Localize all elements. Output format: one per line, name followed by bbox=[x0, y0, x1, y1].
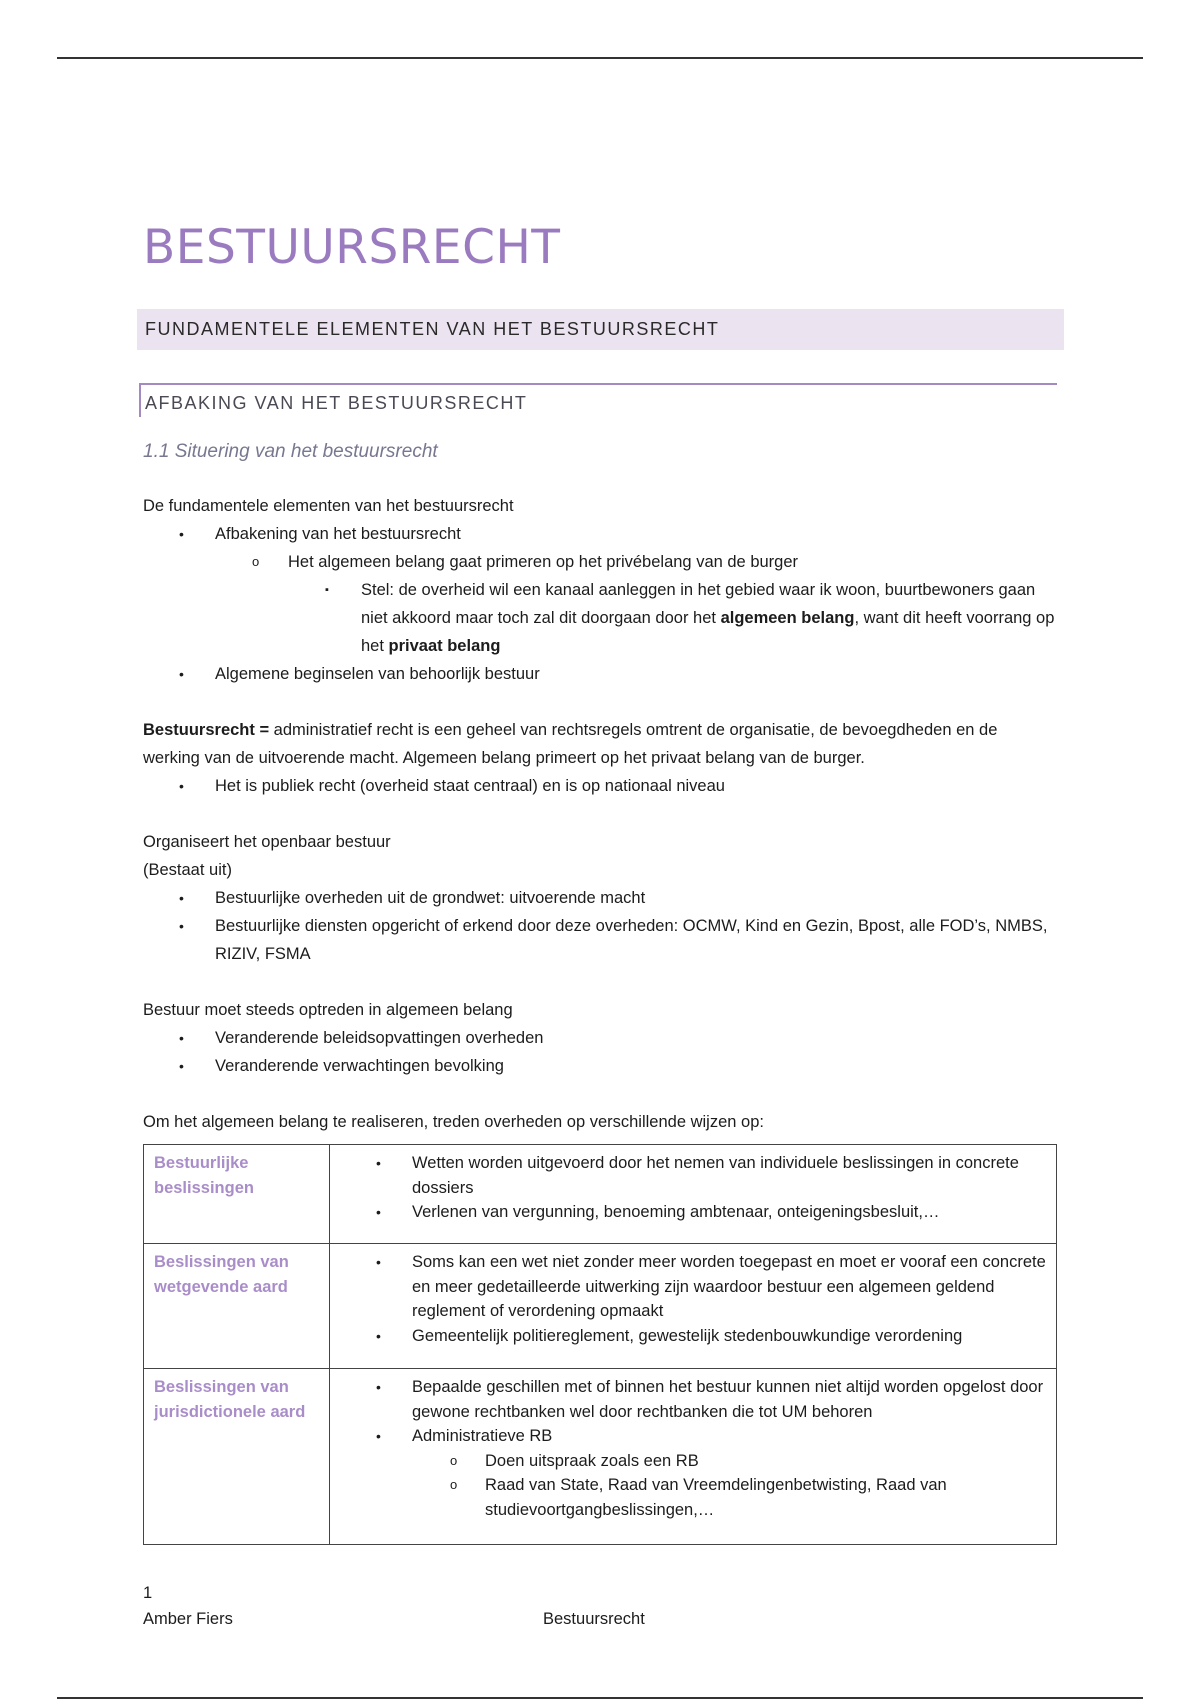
footer-rule bbox=[57, 1697, 1143, 1699]
square-bullet-icon: ▪ bbox=[325, 584, 329, 596]
list-item: o Raad van State, Raad van Vreemdelingenbetwisting, Raad van studievoortgangbeslissingen,… bbox=[330, 1473, 1046, 1522]
footer-doc-title: Bestuursrecht bbox=[543, 1610, 645, 1628]
list-item: • Afbakening van het bestuursrecht bbox=[143, 520, 1058, 548]
ways-table bbox=[143, 1144, 1057, 1545]
bullet-icon: • bbox=[179, 918, 184, 934]
bullet-icon: • bbox=[376, 1327, 381, 1344]
circle-bullet-icon: o bbox=[450, 1477, 458, 1492]
list-item: • Verlenen van vergunning, benoeming ambtenaar, onteigeningsbesluit,… bbox=[330, 1200, 1046, 1225]
list-item: ▪ Stel: de overheid wil een kanaal aanleggen in het gebied waar ik woon, buurtbewoners gaan niet akkoord maar toch zal dit doorgaan door het algemeen belang, want dit heeft voorrang op het privaat belang bbox=[143, 576, 1058, 660]
list-item: • Soms kan een wet niet zonder meer worden toegepast en moet er vooraf een concrete en meer gedetailleerde uitwerking zijn waardoor bestuur een algemeen geldend reglement of verordening opmaakt bbox=[330, 1250, 1046, 1324]
bullet-icon: • bbox=[376, 1155, 381, 1171]
circle-bullet-icon: o bbox=[252, 554, 260, 569]
circle-bullet-icon: o bbox=[450, 1452, 458, 1468]
list-item: • Veranderende verwachtingen bevolking bbox=[143, 1052, 1058, 1080]
table-key-cell: Beslissingen van jurisdictionele aard bbox=[144, 1369, 330, 1545]
organises-subline: (Bestaat uit) bbox=[143, 861, 232, 879]
table-key-cell: Bestuurlijke beslissingen bbox=[144, 1145, 330, 1244]
list-item: • Wetten worden uitgevoerd door het nemen van individuele beslissingen in concrete dossiers bbox=[330, 1151, 1046, 1200]
bullet-icon: • bbox=[376, 1428, 381, 1444]
list-item: o Doen uitspraak zoals een RB bbox=[330, 1449, 1046, 1474]
page-footer bbox=[143, 1580, 233, 1632]
bullet-icon: • bbox=[179, 778, 184, 794]
header-rule bbox=[57, 57, 1143, 59]
table-value-cell bbox=[330, 1244, 1057, 1369]
ways-lead: Om het algemeen belang te realiseren, treden overheden op verschillende wijzen op: bbox=[143, 1113, 764, 1131]
list-item: • Gemeentelijk politiereglement, gewestelijk stedenbouwkundige verordening bbox=[330, 1324, 1046, 1349]
bullet-icon: • bbox=[179, 666, 184, 682]
footer-author: Amber Fiers bbox=[143, 1610, 233, 1628]
list-item: • Het is publiek recht (overheid staat centraal) en is op nationaal niveau bbox=[143, 772, 1058, 800]
bullet-icon: • bbox=[376, 1204, 381, 1220]
document-title: BESTUURSRECHT bbox=[143, 220, 561, 275]
organises-line: Organiseert het openbaar bestuur bbox=[143, 833, 391, 851]
table-row bbox=[144, 1244, 1057, 1369]
bullet-icon: • bbox=[179, 1030, 184, 1046]
list-item: • Administratieve RB bbox=[330, 1424, 1046, 1449]
table-key-cell: Beslissingen van wetgevende aard bbox=[144, 1244, 330, 1369]
table-row bbox=[144, 1369, 1057, 1545]
bullet-icon: • bbox=[179, 890, 184, 906]
list-item: • Bepaalde geschillen met of binnen het bestuur kunnen niet altijd worden opgelost door gewone rechtbanken wel door rechtbanken die tot UM behoren bbox=[330, 1375, 1046, 1424]
general-interest-lead: Bestuur moet steeds optreden in algemeen belang bbox=[143, 1001, 513, 1019]
intro-lead: De fundamentele elementen van het bestuursrecht bbox=[143, 497, 514, 515]
list-item: • Veranderende beleidsopvattingen overheden bbox=[143, 1024, 1058, 1052]
heading-level-3: 1.1 Situering van het bestuursrecht bbox=[143, 441, 438, 462]
list-item: • Bestuurlijke overheden uit de grondwet: uitvoerende macht bbox=[143, 884, 1058, 912]
table-value-cell bbox=[330, 1369, 1057, 1545]
heading-level-1: FUNDAMENTELE ELEMENTEN VAN HET BESTUURSRECHT bbox=[137, 309, 1064, 350]
page-number: 1 bbox=[143, 1584, 153, 1602]
definition-paragraph: Bestuursrecht = administratief recht is een geheel van rechtsregels omtrent de organisatie, de bevoegdheden en de werking van de uitvoerende macht. Algemeen belang primeert op het privaat belang van de burger. bbox=[143, 721, 998, 767]
list-item: • Algemene beginselen van behoorlijk bestuur bbox=[143, 660, 1058, 688]
table-value-cell bbox=[330, 1145, 1057, 1244]
bullet-icon: • bbox=[376, 1254, 381, 1270]
bullet-icon: • bbox=[179, 526, 184, 542]
table-row bbox=[144, 1145, 1057, 1244]
heading-level-2: AFBAKING VAN HET BESTUURSRECHT bbox=[139, 383, 1057, 417]
bullet-icon: • bbox=[376, 1379, 381, 1395]
list-item: o Het algemeen belang gaat primeren op het privébelang van de burger bbox=[143, 548, 1058, 576]
bullet-icon: • bbox=[179, 1058, 184, 1074]
list-item: • Bestuurlijke diensten opgericht of erkend door deze overheden: OCMW, Kind en Gezin, Bpost, alle FOD’s, NMBS, RIZIV, FSMA bbox=[143, 912, 1058, 968]
body-text bbox=[143, 492, 1058, 1136]
